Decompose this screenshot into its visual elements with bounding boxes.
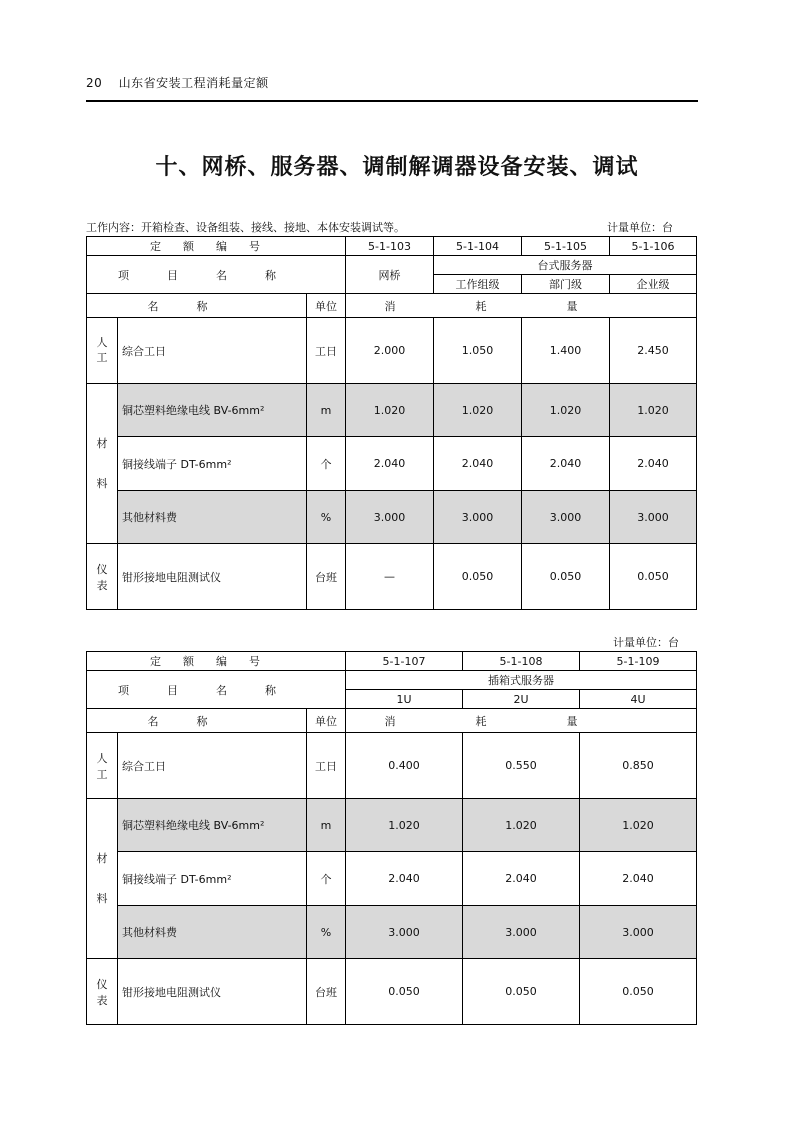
- quota-code: 5-1-109: [580, 652, 697, 671]
- table-row: [87, 437, 697, 491]
- quota-code-label: 定额编号: [87, 652, 346, 671]
- row-value: 3.000: [346, 491, 434, 544]
- table-row: [87, 799, 697, 852]
- quota-code: 5-1-105: [522, 237, 610, 256]
- row-value: 2.040: [346, 437, 434, 491]
- work-content: 工作内容：开箱检查、设备组装、接线、接地、本体安装调试等。: [86, 221, 405, 234]
- item-name-label: 项目名称: [87, 671, 346, 709]
- category-labor: 人工: [87, 733, 118, 799]
- row-value: 1.020: [522, 384, 610, 437]
- column-header-row: [87, 709, 697, 733]
- name-label: 名称: [87, 709, 307, 733]
- row-value: 1.020: [346, 384, 434, 437]
- category-material: 材料: [87, 799, 118, 959]
- row-value: 3.000: [346, 906, 463, 959]
- table-row: [87, 733, 697, 799]
- row-unit: m: [307, 384, 346, 437]
- name-label: 名称: [87, 294, 307, 318]
- row-value: 0.050: [346, 959, 463, 1025]
- category-instrument: 仪表: [87, 544, 118, 610]
- row-value: 2.040: [434, 437, 522, 491]
- quota-table-1: [86, 236, 697, 610]
- table-row: [87, 906, 697, 959]
- row-unit: 台班: [307, 544, 346, 610]
- row-unit: 工日: [307, 318, 346, 384]
- item-row: [87, 671, 697, 690]
- table-row: [87, 318, 697, 384]
- group-header: 台式服务器: [434, 256, 697, 275]
- item-name-label: 项目名称: [87, 256, 346, 294]
- book-title: 山东省安装工程消耗量定额: [118, 76, 269, 90]
- row-name: 其他材料费: [118, 906, 307, 959]
- row-value: 3.000: [580, 906, 697, 959]
- row-value: 3.000: [434, 491, 522, 544]
- quota-code: 5-1-104: [434, 237, 522, 256]
- row-value: 0.400: [346, 733, 463, 799]
- row-value: 3.000: [522, 491, 610, 544]
- row-value: 0.050: [580, 959, 697, 1025]
- code-row: [87, 652, 697, 671]
- row-value: 2.040: [580, 852, 697, 906]
- row-value: 2.040: [346, 852, 463, 906]
- table-row: [87, 544, 697, 610]
- sub-item: 部门级: [522, 275, 610, 294]
- row-value: 2.040: [522, 437, 610, 491]
- row-name: 铜接线端子 DT-6mm²: [118, 852, 307, 906]
- table-row: [87, 959, 697, 1025]
- consumption-label: 消耗量: [346, 709, 697, 733]
- row-name: 综合工日: [118, 318, 307, 384]
- row-value: 1.020: [434, 384, 522, 437]
- row-value: 1.020: [610, 384, 697, 437]
- row-unit: %: [307, 906, 346, 959]
- row-value: 1.020: [346, 799, 463, 852]
- section-title: 十、网桥、服务器、调制解调器设备安装、调试: [155, 155, 639, 180]
- row-unit: 个: [307, 437, 346, 491]
- row-value: 2.450: [610, 318, 697, 384]
- row-value: 3.000: [463, 906, 580, 959]
- row-value: 1.400: [522, 318, 610, 384]
- row-value: 2.040: [463, 852, 580, 906]
- row-unit: %: [307, 491, 346, 544]
- unit-label: 单位: [307, 294, 346, 318]
- table-row: [87, 491, 697, 544]
- header-rule: [86, 100, 698, 102]
- category-labor: 人工: [87, 318, 118, 384]
- item-main: 网桥: [346, 256, 434, 294]
- row-value: 0.850: [580, 733, 697, 799]
- row-value: 2.000: [346, 318, 434, 384]
- row-value: —: [346, 544, 434, 610]
- row-value: 1.020: [580, 799, 697, 852]
- row-name: 铜接线端子 DT-6mm²: [118, 437, 307, 491]
- row-unit: 工日: [307, 733, 346, 799]
- row-name: 钳形接地电阻测试仪: [118, 544, 307, 610]
- unit-label-2: 计量单位：台: [613, 636, 679, 649]
- row-value: 0.050: [434, 544, 522, 610]
- page-number: 20: [86, 76, 103, 90]
- row-unit: m: [307, 799, 346, 852]
- quota-code: 5-1-108: [463, 652, 580, 671]
- quota-code: 5-1-106: [610, 237, 697, 256]
- row-name: 钳形接地电阻测试仪: [118, 959, 307, 1025]
- category-material: 材料: [87, 384, 118, 544]
- quota-code: 5-1-103: [346, 237, 434, 256]
- row-unit: 个: [307, 852, 346, 906]
- unit-label: 单位: [307, 709, 346, 733]
- group-header: 插箱式服务器: [346, 671, 697, 690]
- row-value: 0.550: [463, 733, 580, 799]
- consumption-label: 消耗量: [346, 294, 697, 318]
- quota-table-2: [86, 651, 697, 1025]
- row-value: 3.000: [610, 491, 697, 544]
- row-name: 综合工日: [118, 733, 307, 799]
- unit-label-1: 计量单位：台: [607, 221, 673, 234]
- row-value: 0.050: [522, 544, 610, 610]
- code-row: [87, 237, 697, 256]
- sub-item: 4U: [580, 690, 697, 709]
- category-instrument: 仪表: [87, 959, 118, 1025]
- table-row: [87, 852, 697, 906]
- sub-item: 1U: [346, 690, 463, 709]
- table-row: [87, 384, 697, 437]
- quota-code-label: 定额编号: [87, 237, 346, 256]
- quota-code: 5-1-107: [346, 652, 463, 671]
- row-unit: 台班: [307, 959, 346, 1025]
- row-value: 0.050: [610, 544, 697, 610]
- item-row: [87, 256, 697, 275]
- row-value: 0.050: [463, 959, 580, 1025]
- row-name: 铜芯塑料绝缘电线 BV-6mm²: [118, 799, 307, 852]
- row-name: 其他材料费: [118, 491, 307, 544]
- row-name: 铜芯塑料绝缘电线 BV-6mm²: [118, 384, 307, 437]
- column-header-row: [87, 294, 697, 318]
- row-value: 2.040: [610, 437, 697, 491]
- row-value: 1.020: [463, 799, 580, 852]
- page-header: [86, 74, 269, 91]
- row-value: 1.050: [434, 318, 522, 384]
- sub-item: 2U: [463, 690, 580, 709]
- sub-item: 工作组级: [434, 275, 522, 294]
- sub-item: 企业级: [610, 275, 697, 294]
